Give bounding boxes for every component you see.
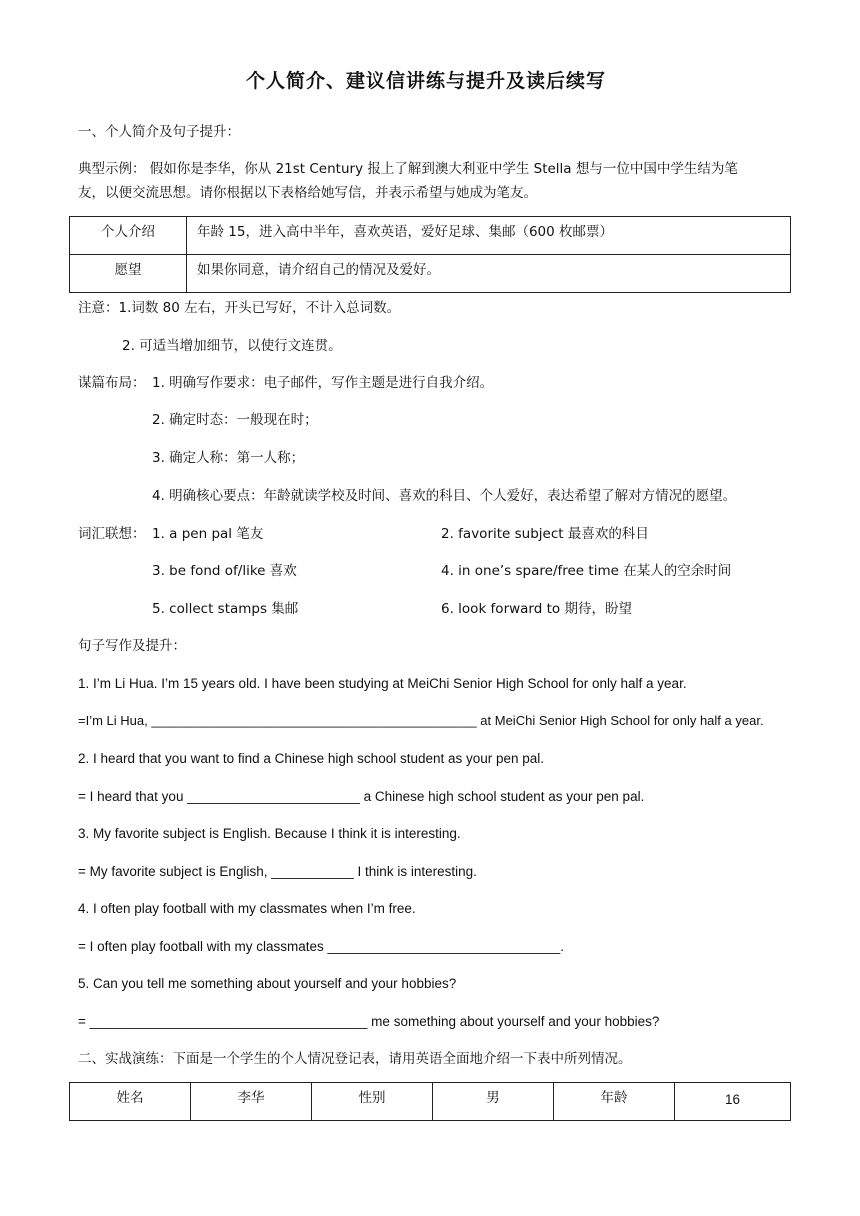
cell-name-label: 姓名 [70,1083,191,1121]
sentence-5-rewrite: = _____________________________________ me something about yourself and your hobbies? [78,1014,660,1029]
vocab-item-1: 1. a pen pal 笔友 [152,526,264,542]
cell-age-label: 年龄 [554,1083,675,1121]
table-row [70,255,791,293]
sentence-5: 5. Can you tell me something about yourself and your hobbies? [78,976,457,991]
example-line-1: 典型示例： 假如你是李华，你从 21st Century 报上了解到澳大利亚中学生 Stella 想与一位中国中学生结为笔 [78,161,738,177]
row-label: 愿望 [70,255,187,293]
note-2: 2. 可适当增加细节，以使行文连贯。 [122,338,342,354]
layout-item-2: 2. 确定时态：一般现在时； [152,412,318,428]
table-row [70,217,791,255]
example-line-2: 友，以便交流思想。请你根据以下表格给她写信，并表示希望与她成为笔友。 [78,185,537,201]
sentence-1: 1. I’m Li Hua. I’m 15 years old. I have been studying at MeiChi Senior High School for only half a year. [78,676,687,691]
sentence-heading: 句子写作及提升： [78,638,186,654]
sentence-2-rewrite: = I heard that you _______________________ a Chinese high school student as your pen pal. [78,789,645,804]
vocab-label: 词汇联想： [78,526,146,542]
sentence-4: 4. I often play football with my classmates when I’m free. [78,901,416,916]
sentence-3-rewrite: = My favorite subject is English, ___________ I think is interesting. [78,864,477,879]
vocab-item-3: 3. be fond of/like 喜欢 [152,563,297,579]
note-1: 注意：1.词数 80 左右，开头已写好，不计入总词数。 [78,300,401,316]
student-info-table [69,1082,791,1121]
vocab-item-2: 2. favorite subject 最喜欢的科目 [441,526,649,542]
layout-item-3: 3. 确定人称：第一人称； [152,450,305,466]
row-label: 个人介绍 [70,217,187,255]
vocab-item-5: 5. collect stamps 集邮 [152,601,299,617]
sentence-2: 2. I heard that you want to find a Chinese high school student as your pen pal. [78,751,545,766]
cell-age-value: 16 [675,1083,791,1121]
sentence-4-rewrite: = I often play football with my classmates _______________________________. [78,939,564,954]
layout-label: 谋篇布局： [78,375,146,391]
page-title: 个人简介、建议信讲练与提升及读后续写 [246,70,607,92]
sentence-1-rewrite: =I’m Li Hua, _____________________________________________ at MeiChi Senior High School for only half a year. [78,713,764,728]
section1-heading: 一、个人简介及句子提升： [78,124,240,140]
cell-gender-value: 男 [433,1083,554,1121]
layout-item-4: 4. 明确核心要点：年龄就读学校及时间、喜欢的科目、个人爱好，表达希望了解对方情况的愿望。 [152,488,737,504]
cell-gender-label: 性别 [312,1083,433,1121]
table-row [70,1083,791,1121]
sentence-3: 3. My favorite subject is English. Because I think it is interesting. [78,826,461,841]
row-content: 年龄 15，进入高中半年，喜欢英语，爱好足球、集邮（600 枚邮票） [187,217,791,255]
cell-name-value: 李华 [191,1083,312,1121]
vocab-item-6: 6. look forward to 期待，盼望 [441,601,632,617]
row-content: 如果你同意，请介绍自己的情况及爱好。 [187,255,791,293]
vocab-item-4: 4. in one’s spare/free time 在某人的空余时间 [441,563,732,579]
section2-heading: 二、实战演练：下面是一个学生的个人情况登记表，请用英语全面地介绍一下表中所列情况。 [78,1051,632,1067]
layout-item-1: 1. 明确写作要求：电子邮件，写作主题是进行自我介绍。 [152,375,494,391]
profile-table [69,216,791,293]
